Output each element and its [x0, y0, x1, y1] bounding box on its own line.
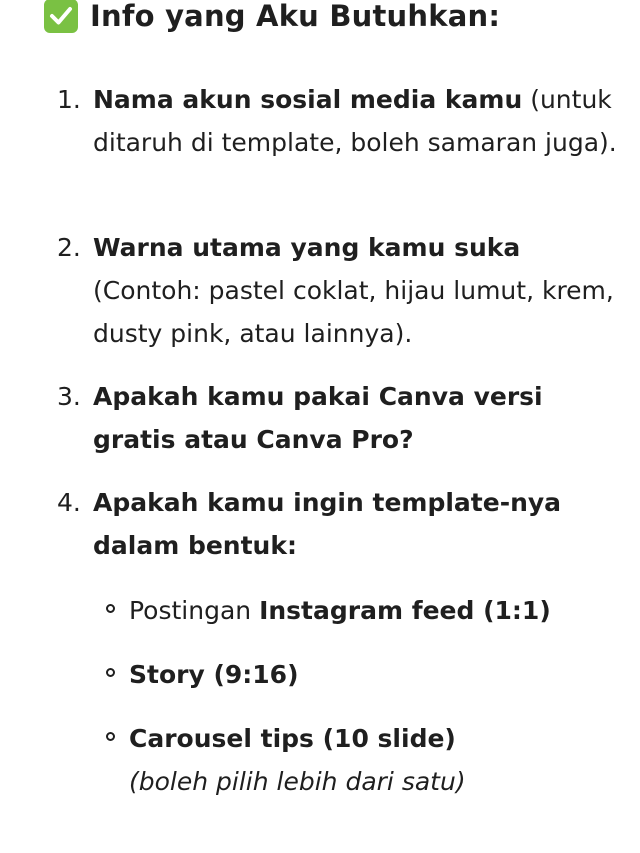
- sub-item-note: (boleh pilih lebih dari satu): [129, 767, 466, 796]
- sub-list-item: [106, 589, 620, 632]
- list-item-text: (Contoh: pastel coklat, hijau lumut, krem, dusty pink, atau lainnya).: [93, 276, 614, 348]
- sub-item-bold: Instagram feed (1:1): [259, 596, 551, 625]
- sub-item-prefix: Postingan: [129, 596, 260, 625]
- list-number: 3.: [57, 382, 81, 411]
- sub-list-item: [106, 717, 620, 803]
- list-number: 1.: [57, 85, 81, 114]
- list-number: 4.: [57, 488, 81, 517]
- list-item-bold: Apakah kamu pakai Canva versi gratis atau Canva Pro?: [93, 382, 543, 454]
- list-item-bold: Nama akun sosial media kamu: [93, 85, 523, 114]
- sub-item-bold: Carousel tips (10 slide): [129, 724, 456, 753]
- sub-item-bold: Story (9:16): [129, 660, 299, 689]
- check-mark-button-icon: [44, 0, 78, 33]
- list-item-text: (untuk ditaruh di template, boleh samaran juga).: [93, 85, 617, 157]
- list-item: [57, 375, 620, 461]
- circle-bullet-icon: [106, 732, 115, 741]
- list-item-bold: Apakah kamu ingin template-nya dalam bentuk:: [93, 488, 562, 560]
- list-item-bold: Warna utama yang kamu suka: [93, 233, 521, 262]
- circle-bullet-icon: [106, 668, 115, 677]
- heading-text: Info yang Aku Butuhkan:: [90, 0, 501, 33]
- list-item: [57, 78, 620, 164]
- circle-bullet-icon: [106, 604, 115, 613]
- section-heading: [44, 0, 500, 38]
- list-item: [57, 226, 620, 355]
- list-item: [57, 481, 620, 567]
- list-number: 2.: [57, 233, 81, 262]
- sub-list-item: [106, 653, 620, 696]
